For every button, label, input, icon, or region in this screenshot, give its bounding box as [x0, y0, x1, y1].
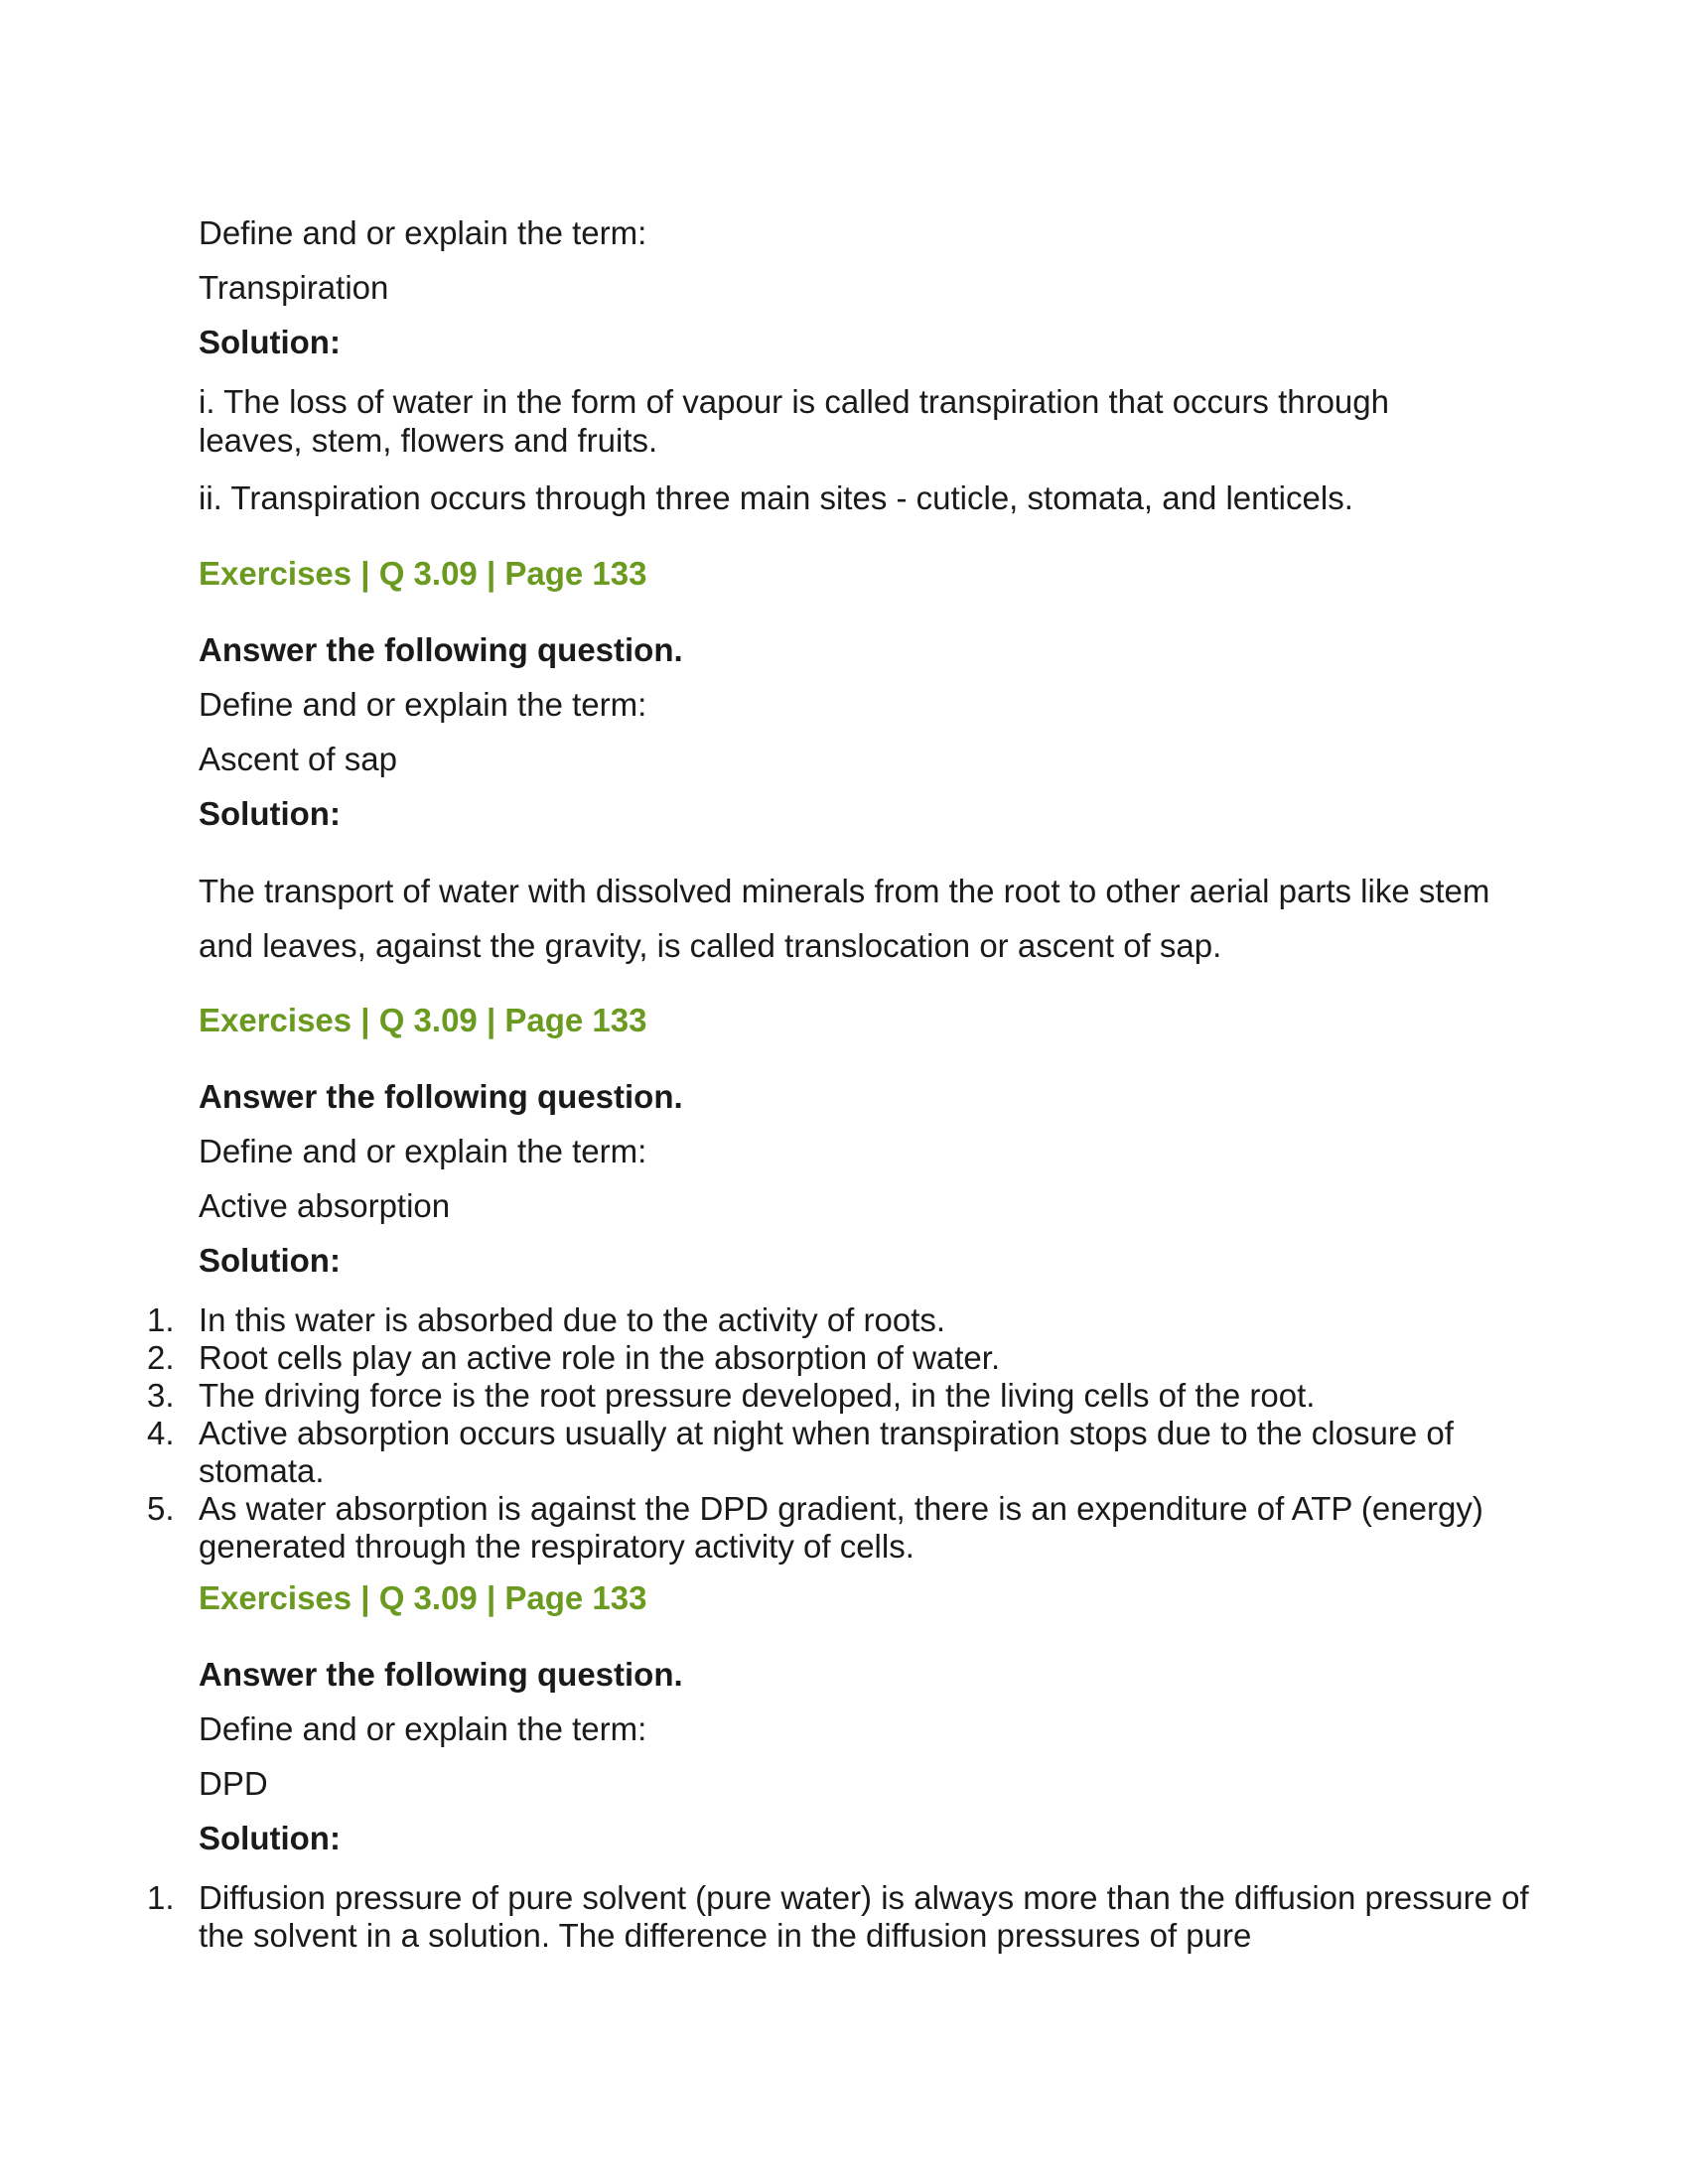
list-number: 4.	[147, 1415, 175, 1451]
solution-label: Solution:	[199, 1242, 341, 1279]
question-heading: Answer the following question.	[199, 1078, 683, 1115]
question-heading: Answer the following question.	[199, 1656, 683, 1693]
list-item	[0, 1339, 1549, 1377]
question-term: Ascent of sap	[199, 741, 397, 777]
list-item-text: Diffusion pressure of pure solvent (pure water) is always more than the diffusion pressure of the solvent in a solution. The difference in the diffusion pressures of pure	[199, 1879, 1529, 1954]
solution-paragraph: The transport of water with dissolved minerals from the root to other aerial parts like stem and leaves, against the gravity, is called translocation or ascent of sap.	[199, 873, 1490, 964]
exercise-reference: Exercises | Q 3.09 | Page 133	[199, 1579, 647, 1616]
solution-paragraph: i. The loss of water in the form of vapour is called transpiration that occurs through leaves, stem, flowers and fruits.	[199, 383, 1389, 459]
question-prompt: Define and or explain the term:	[199, 214, 647, 251]
list-number: 2.	[147, 1339, 175, 1376]
question-prompt: Define and or explain the term:	[199, 1133, 647, 1169]
list-item	[0, 1490, 1549, 1566]
list-number: 1.	[147, 1879, 175, 1916]
exercise-reference: Exercises | Q 3.09 | Page 133	[199, 555, 647, 592]
list-item	[0, 1879, 1549, 1955]
list-item-text: Root cells play an active role in the absorption of water.	[199, 1339, 1001, 1376]
question-term: DPD	[199, 1765, 268, 1802]
solution-label: Solution:	[199, 795, 341, 832]
question-term: Transpiration	[199, 269, 389, 306]
solution-label: Solution:	[199, 1820, 341, 1856]
solution-list	[0, 1879, 1549, 1955]
exercise-reference: Exercises | Q 3.09 | Page 133	[199, 1002, 647, 1038]
question-term: Active absorption	[199, 1187, 451, 1224]
list-item-text: The driving force is the root pressure developed, in the living cells of the root.	[199, 1377, 1316, 1414]
solution-paragraph: ii. Transpiration occurs through three main sites - cuticle, stomata, and lenticels.	[199, 479, 1353, 516]
question-prompt: Define and or explain the term:	[199, 1710, 647, 1747]
list-number: 5.	[147, 1490, 175, 1527]
solution-label: Solution:	[199, 324, 341, 360]
question-heading: Answer the following question.	[199, 631, 683, 668]
list-item	[0, 1415, 1549, 1490]
list-item-text: Active absorption occurs usually at night when transpiration stops due to the closure of stomata.	[199, 1415, 1454, 1489]
list-item	[0, 1301, 1549, 1339]
list-item-text: In this water is absorbed due to the activity of roots.	[199, 1301, 946, 1338]
list-item	[0, 1377, 1549, 1415]
solution-list	[0, 1301, 1549, 1566]
list-item-text: As water absorption is against the DPD gradient, there is an expenditure of ATP (energy) generated through the respiratory activity of cells.	[199, 1490, 1483, 1565]
question-prompt: Define and or explain the term:	[199, 686, 647, 723]
list-number: 3.	[147, 1377, 175, 1414]
list-number: 1.	[147, 1301, 175, 1338]
